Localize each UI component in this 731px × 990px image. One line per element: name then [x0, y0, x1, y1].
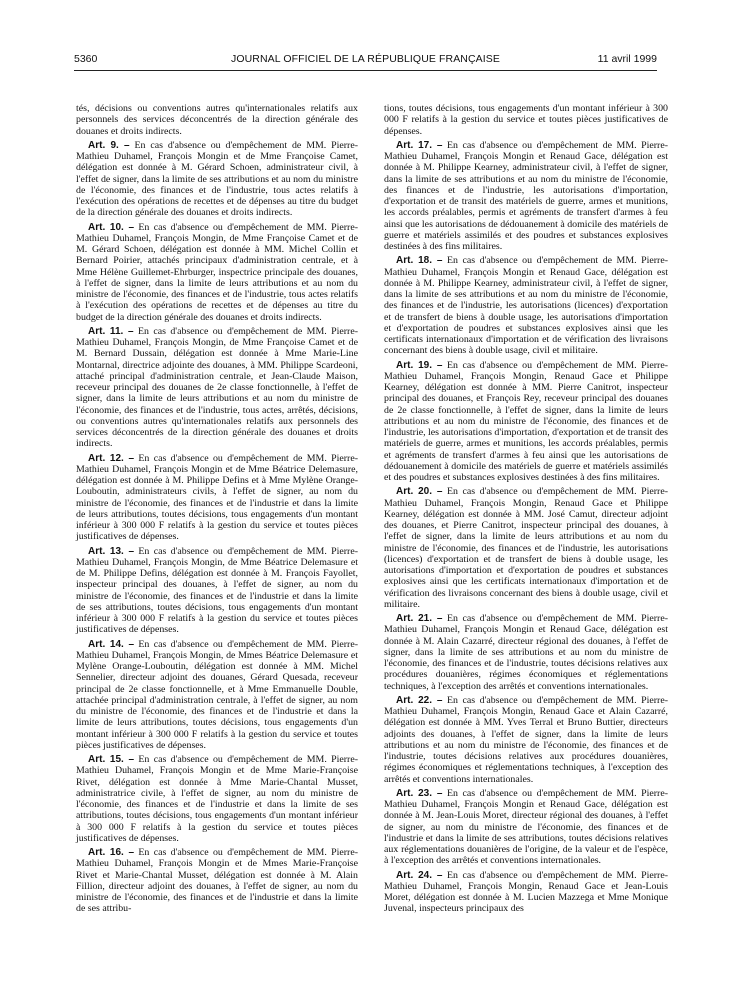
article-label: Art. 13. –	[88, 545, 135, 557]
article-label: Art. 11. –	[88, 325, 134, 337]
article-paragraph	[76, 453, 358, 543]
article-label: Art. 12. –	[88, 452, 135, 464]
article-text: En cas d'absence ou d'empêchement de MM. Pierre-Mathieu Duhamel, François Mongin, Renaud Gace et Jean-Louis Moret, délégation est donnée à M. Lucien Mazzega et Mme Monique Juvenal, inspecteurs principaux des	[384, 869, 669, 915]
page-number: 5360	[74, 53, 98, 65]
article-text: En cas d'absence ou d'empêchement de MM. Pierre-Mathieu Duhamel, François Mongin et Renaud Gace, délégation est donnée à M. Jean-Louis Moret, directeur régional des douanes, à l'effet de signer, au nom du ministre de l'économie, des finances et de l'industrie et dans la limite de ses attributions, toutes décisions relatives aux réglementations douanières de l'origine, de la valeur et de l'espèce, à l'exception des arrêtés et conventions internationales.	[384, 787, 669, 867]
header-rule	[74, 70, 657, 71]
article-text: En cas d'absence ou d'empêchement de MM. Pierre-Mathieu Duhamel, François Mongin et Renaud Gace, délégation est donnée à M. Philippe Kearney, administrateur civil, à l'effet de signer, dans la limite de ses attributions et au nom du ministre de l'économie, des finances et de l'industrie, les autorisations (licences) d'exportation et de transfert de biens à double usage, les autorisations d'importation et d'exportation de poudres et substances explosives ainsi que les certificats internationaux d'importation et de vérification des livraisons concernant des biens à double usage, civil et militaire.	[384, 255, 669, 357]
right-column	[384, 103, 668, 918]
journal-title: JOURNAL OFFICIEL DE LA RÉPUBLIQUE FRANÇAISE	[231, 53, 500, 65]
article-paragraph	[384, 255, 668, 356]
article-text: En cas d'absence ou d'empêchement de MM. Pierre-Mathieu Duhamel, François Mongin et de Mmes Marie-Françoise Rivet et Marie-Chantal Musset, délégation est donnée à M. Alain Fillion, directeur adjoint des douanes, à l'effet de signer, au nom du ministre de l'économie, des finances et de l'industrie et dans la limite de ses attribu-	[76, 847, 359, 915]
article-label: Art. 14. –	[88, 638, 135, 650]
article-paragraph	[384, 486, 668, 610]
article-paragraph	[76, 546, 358, 636]
article-paragraph	[384, 360, 668, 484]
article-text: En cas d'absence ou d'empêchement de MM. Pierre-Mathieu Duhamel, François Mongin, Renaud Gace et Philippe Kearney, délégation est donnée à MM. José Camut, directeur adjoint des douanes, et Pierre Canitrot, inspecteur principal des douanes, à l'effet de signer, dans la limite de leurs attributions et au nom du ministre de l'économie, des finances et de l'industrie, les autorisations (licences) d'exportation et de transfert de biens à double usage, les autorisations d'importation et d'exportation de poudres et substances explosives ainsi que les certificats internationaux d'importation et de vérification des livraisons concernant des biens à double usage, civil et militaire.	[384, 486, 669, 610]
article-paragraph	[76, 103, 358, 137]
article-paragraph	[76, 222, 358, 323]
article-label: Art. 10. –	[88, 221, 135, 233]
article-text: tions, toutes décisions, tous engagements d'un montant inférieur à 300 000 F relatifs à la gestion du service et toutes pièces justificatives de dépenses.	[384, 103, 668, 137]
article-text: En cas d'absence ou d'empêchement de MM. Pierre-Mathieu Duhamel, François Mongin et de Mme Françoise Camet, délégation est donnée à M. Gérard Schoen, administrateur civil, à l'effet de signer, dans la limite de ses attributions et au nom du ministre de l'économie, des finances et de l'industrie, tous actes relatifs à l'exécution des opérations de recettes et de dépenses au titre du budget de la direction générale des douanes et droits indirects.	[76, 139, 358, 219]
article-paragraph	[384, 695, 668, 785]
article-label: Art. 17. –	[396, 139, 443, 151]
article-label: Art. 23. –	[396, 787, 443, 799]
article-text: En cas d'absence ou d'empêchement de MM. Pierre-Mathieu Duhamel, François Mongin et Renaud Gace, délégation est donnée à M. Philippe Kearney, administrateur civil, à l'effet de signer, dans la limite de ses attributions et au nom du ministre de l'économie, des finances et de l'industrie, les autorisations d'importation, d'exportation et de transit des matériels de guerre, armes et munitions, les accords préalables, permis et agréments de transfert d'armes à feu ainsi que les autorisations de dédouanement à domicile des matériels de guerre et matériels assimilés et des poudres et substances explosives destinées à des fins militaires.	[384, 139, 669, 252]
article-text: En cas d'absence ou d'empêchement de MM. Pierre-Mathieu Duhamel, François Mongin, de Mmes Béatrice Delemasure et Mylène Orange-Louboutin, délégation est donnée à MM. Michel Sennelier, directeur adjoint des douanes, Gérard Quesada, receveur principal de 2e classe fonctionnelle, et à Mme Emmanuelle Double, attachée principal d'administration centrale, à l'effet de signer, au nom du ministre de l'économie, des finances et de l'industrie et dans la limite de leurs attributions, toutes décisions, tous engagements d'un montant inférieur à 300 000 F relatifs à la gestion du service et toutes pièces justificatives de dépenses.	[76, 638, 359, 751]
article-label: Art. 9. –	[88, 139, 130, 151]
article-text: En cas d'absence ou d'empêchement de MM. Pierre-Mathieu Duhamel, François Mongin, Renaud Gace et Philippe Kearney, délégation est donnée à MM. Pierre Canitrot, inspecteur principal des douanes, et François Rey, receveur principal des douanes de 2e classe fonctionnelle, à l'effet de signer, dans la limite de leurs attributions et au nom du ministre de l'économie, des finances et de l'industrie, les autorisations d'importation, d'exportation et de transit des matériels de guerre, armes et munitions, les accords préalables, permis et agréments de transfert d'armes à feu ainsi que les autorisations de dédouanement à domicile des matériels de guerre et matériels assimilés et des poudres et substances explosives destinées à des fins militaires.	[384, 359, 669, 483]
article-label: Art. 22. –	[396, 694, 443, 706]
article-text: En cas d'absence ou d'empêchement de MM. Pierre-Mathieu Duhamel, François Mongin, de Mme Françoise Camet et de M. Gérard Schoen, délégation est donnée à MM. Michel Collin et Bernard Poirier, attachés principaux d'administration centrale, et à Mme Hélène Guillemet-Ehrburger, inspectrice principale des douanes, à l'effet de signer, dans la limite de leurs attributions et au nom du ministre de l'économie, des finances et de l'industrie, tous actes relatifs à l'exécution des opérations de recettes et de dépenses au titre du budget de la direction générale des douanes et droits indirects.	[76, 221, 359, 323]
article-text: En cas d'absence ou d'empêchement de MM. Pierre-Mathieu Duhamel, François Mongin, de Mme Béatrice Delemasure et de M. Philippe Defins, délégation est donnée à M. François Fayollet, inspecteur principal des douanes, à l'effet de signer, au nom du ministre de l'économie, des finances et de l'industrie et dans la limite de ses attributions, toutes décisions, tous engagements d'un montant inférieur à 300 000 F relatifs à la gestion du service et toutes pièces justificatives de dépenses.	[76, 545, 359, 636]
article-label: Art. 24. –	[396, 869, 443, 881]
article-text: En cas d'absence ou d'empêchement de MM. Pierre-Mathieu Duhamel, François Mongin, de Mme Françoise Camet et de M. Bernard Dussain, délégation est donnée à Mme Marie-Line Montarnal, directrice adjointe des douanes, à MM. Philippe Scardeoni, attaché principal d'administration centrale, et Jean-Claude Maison, receveur principal des douanes de 2e classe fonctionnelle, à l'effet de signer, dans la limite de leurs attributions et au nom du ministre de l'économie, des finances et de l'industrie, tous actes, arrêtés, décisions, ou conventions autres qu'internationales relatifs aux personnels des services déconcentrés de la direction générale des douanes et droits indirects.	[76, 325, 358, 450]
article-label: Art. 16. –	[88, 847, 135, 858]
article-paragraph	[384, 613, 668, 692]
article-paragraph	[384, 870, 668, 915]
article-paragraph	[76, 326, 358, 450]
article-label: Art. 19. –	[396, 359, 443, 371]
article-text: En cas d'absence ou d'empêchement de MM. Pierre-Mathieu Duhamel, François Mongin et de Mme Béatrice Delemasure, délégation est donnée à M. Philippe Defins et à Mme Mylène Orange-Louboutin, administrateurs civils, à l'effet de signer, au nom du ministre de l'économie, des finances et de l'industrie et dans la limite de leurs attributions, toutes décisions, tous engagements d'un montant inférieur à 300 000 F relatifs à la gestion du service et toutes pièces justificatives de dépenses.	[76, 452, 359, 543]
article-paragraph	[76, 847, 358, 915]
article-label: Art. 15. –	[88, 754, 135, 765]
article-text: En cas d'absence ou d'empêchement de MM. Pierre-Mathieu Duhamel, François Mongin, Renaud Gace et Alain Cazarré, délégation est donnée à MM. Yves Terral et Bruno Buttier, directeurs adjoints des douanes, à l'effet de signer, dans la limite de leurs attributions et au nom du ministre de l'économie, des finances et de l'industrie, toutes décisions relatives aux procédures douanières, régimes économiques et réglementations techniques, à l'exception des arrêtés et conventions internationales.	[384, 694, 669, 785]
article-paragraph	[384, 788, 668, 867]
article-text: En cas d'absence ou d'empêchement de MM. Pierre-Mathieu Duhamel, François Mongin et de Mme Marie-Françoise Rivet, délégation est donnée à Mme Marie-Chantal Musset, administratrice civile, à l'effet de signer, au nom du ministre de l'économie, des finances et de l'industrie et dans la limite de ses attributions, toutes décisions, tous engagements d'un montant inférieur à 300 000 F relatifs à la gestion du service et toutes pièces justificatives de dépenses.	[76, 754, 359, 844]
page-header	[74, 53, 657, 69]
article-text: tés, décisions ou conventions autres qu'internationales relatifs aux personnels des services déconcentrés de la direction générale des douanes et droits indirects.	[76, 103, 358, 137]
article-paragraph	[76, 140, 358, 219]
issue-date: 11 avril 1999	[597, 53, 657, 65]
article-paragraph	[384, 103, 668, 137]
article-text: En cas d'absence ou d'empêchement de MM. Pierre-Mathieu Duhamel, François Mongin et Renaud Gace, délégation est donnée à M. Alain Cazarré, directeur régional des douanes, à l'effet de signer, dans la limite de ses attributions et au nom du ministre de l'économie, des finances et de l'industrie, toutes décisions relatives aux procédures douanières, régimes économiques et réglementations techniques, à l'exception des arrêtés et conventions internationales.	[384, 613, 669, 692]
article-paragraph	[76, 639, 358, 752]
article-paragraph	[76, 754, 358, 844]
article-label: Art. 20. –	[396, 486, 443, 498]
article-label: Art. 21. –	[396, 613, 443, 624]
left-column	[76, 103, 358, 918]
article-label: Art. 18. –	[396, 255, 443, 267]
article-paragraph	[384, 140, 668, 253]
